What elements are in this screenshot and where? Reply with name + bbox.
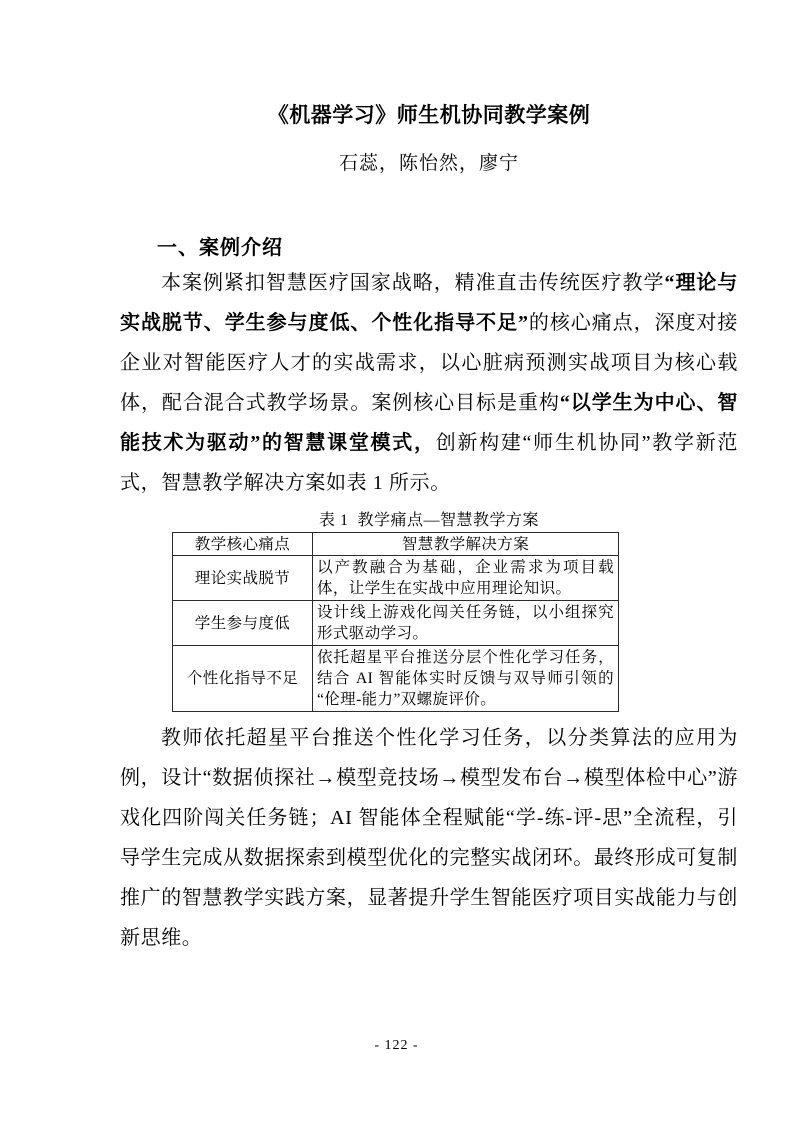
implementation-paragraph: 教师依托超星平台推送个性化学习任务，以分类算法的应用为例，设计“数据侦探社→模型竞技场→模型发布台→模型体检中心”游戏化四阶闯关任务链；AI 智能体全程赋能“学-练-评-思”全流程，引导学生完成从数据探索到模型优化的完整实战闭环。最终形成可复制推广的智慧教学实践方案，显著提升学生智能医疗项目实战能力与创新思维。	[120, 727, 738, 949]
body-text: 的核心痛点，深度对接企业对智能医疗人才的实战需求，以心脏病预测实战项目为核心载体，配合混合式教学场景。案例核心目标是重构	[120, 312, 739, 414]
body-text: 创新构建“师生机协同”教学新范式，智慧教学解决方案如表 1 所示。	[120, 432, 739, 494]
intro-paragraph	[120, 263, 738, 503]
table-header-cell: 智慧教学解决方案	[313, 533, 619, 556]
pain-points-solutions-table	[172, 532, 619, 712]
page-number: - 122 -	[374, 1038, 419, 1053]
authors-line: 石蕊，陈怡然，廖宁	[338, 153, 519, 174]
document-title: 《机器学习》师生机协同教学案例	[267, 103, 591, 127]
table-header-row	[173, 533, 619, 556]
pain-point-cell: 学生参与度低	[173, 601, 313, 646]
solution-cell: 依托超星平台推送分层个性化学习任务，结合 AI 智能体实时反馈与双导师引领的“伦理-能力”双螺旋评价。	[313, 646, 619, 712]
table-row	[173, 601, 619, 646]
table-row	[173, 646, 619, 712]
table-caption: 表 1 教学痛点—智慧教学方案	[318, 512, 539, 529]
table-header-cell: 教学核心痛点	[173, 533, 313, 556]
solution-cell: 以产教融合为基础，企业需求为项目载体，让学生在实战中应用理论知识。	[313, 556, 619, 601]
section-heading-case-intro: 一、案例介绍	[157, 237, 283, 259]
bold-emphasis-text: “理论与实战脱节、学生参与度低、个性化指导不足”	[120, 272, 739, 334]
body-text: 本案例紧扣智慧医疗国家战略，精准直击传统医疗教学	[161, 272, 665, 294]
pain-point-cell: 个性化指导不足	[173, 646, 313, 712]
table-row	[173, 556, 619, 601]
solution-cell: 设计线上游戏化闯关任务链，以小组探究形式驱动学习。	[313, 601, 619, 646]
document-content	[120, 0, 738, 958]
pain-point-cell: 理论实战脱节	[173, 556, 313, 601]
bold-emphasis-text: “以学生为中心、智能技术为驱动”的智慧课堂模式，	[120, 392, 738, 454]
